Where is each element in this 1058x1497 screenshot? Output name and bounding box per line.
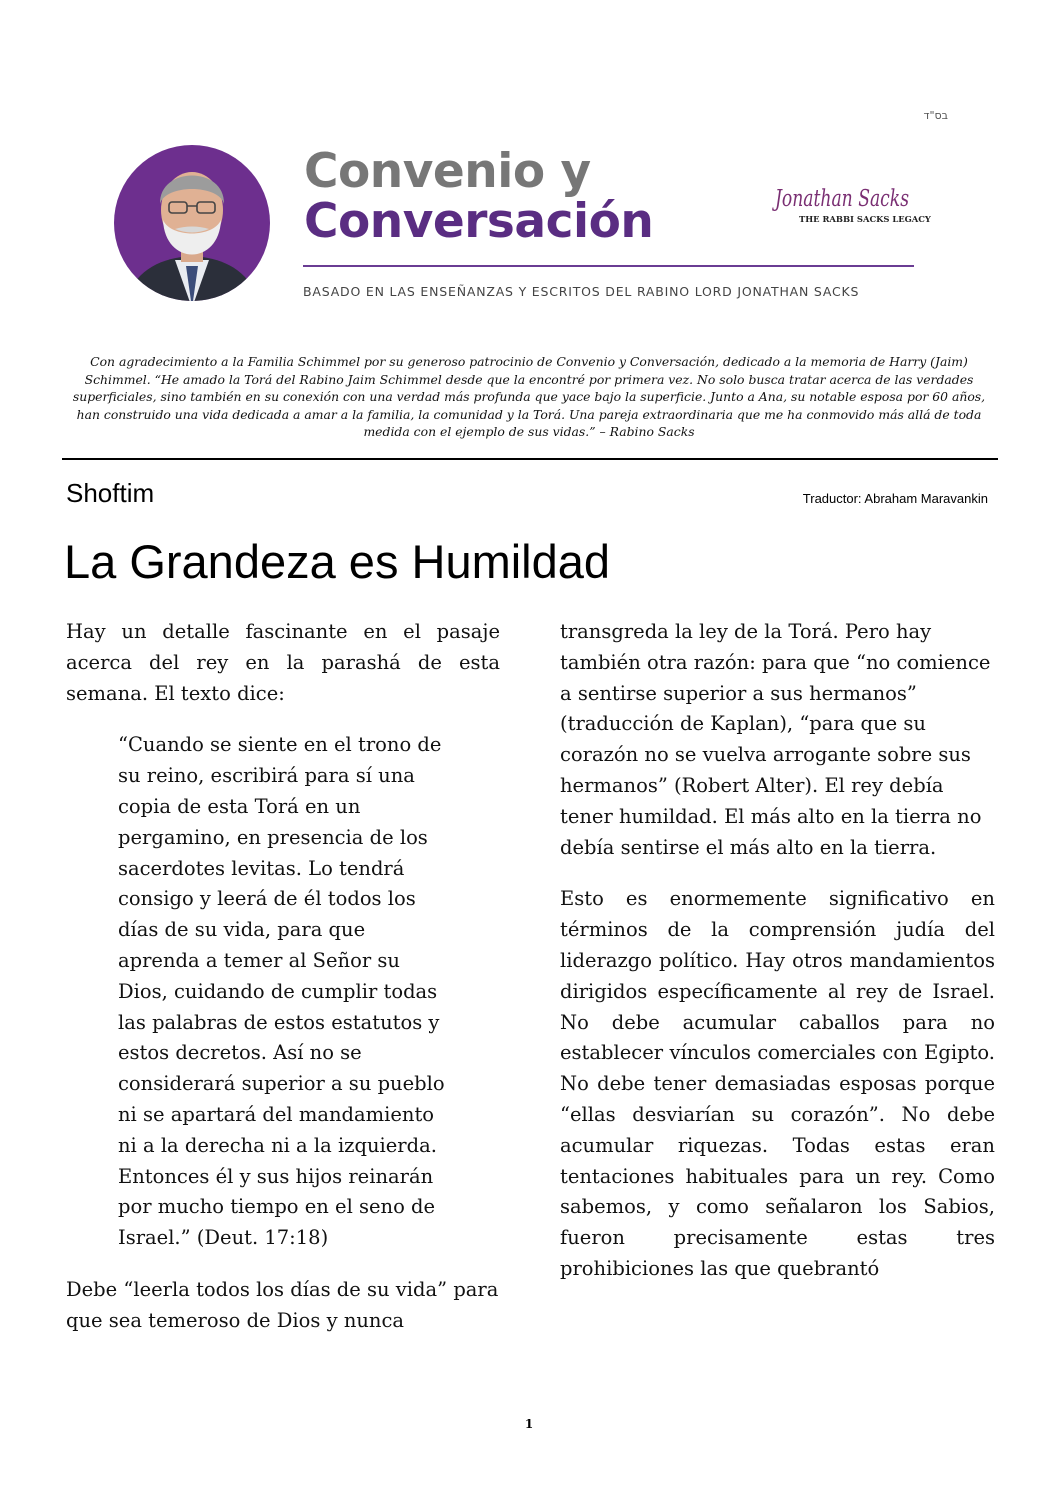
right-column [560, 617, 995, 1285]
header-divider [303, 265, 914, 267]
title-line-1: Convenio y [304, 144, 591, 199]
paragraph: Hay un detalle fascinante en el pasaje acerca del rey en la parashá de esta semana. El texto dice: [66, 620, 500, 705]
logo-caption: THE RABBI SACKS LEGACY [799, 214, 931, 224]
parasha-name: Shoftim [66, 478, 155, 508]
dedication-text: Con agradecimiento a la Familia Schimmel por su generoso patrocinio de Convenio y Conversación, dedicado a la memoria de Harry (Jaim) Schimmel. “He amado la Torá del Rabino Jaim Schimmel desde que la encontré por primera vez. No solo busca tratar acerca de las verdades superficiales, sino también en su conexión con una verdad más profunda que yace bajo la superficie. Junto a Ana, su notable esposa por 60 años, han construido una vida dedicada a amar a la familia, la comunidad y la Torá. Una pareja extraordinaria que me ha conmovido más allá de toda medida con el ejemplo de sus vidas.” – Rabino Sacks [72, 354, 986, 440]
newsletter-title [304, 144, 654, 249]
title-line-2: Conversación [304, 194, 654, 249]
paragraph: transgreda la ley de la Torá. Pero hay también otra razón: para que “no comience a sentirse superior a sus hermanos” (traducción de Kaplan), “para que su corazón no se vuelva arrogante sobre sus hermanos” (Robert Alter). El rey debía tener humildad. El más alto en la tierra no debía sentirse el más alto en la tierra. [560, 620, 991, 859]
section-divider [62, 458, 998, 460]
translator-credit: Traductor: Abraham Maravankin [802, 491, 988, 506]
article-title: La Grandeza es Humildad [64, 535, 611, 588]
paragraph: Debe “leerla todos los días de su vida” para que sea temeroso de Dios y nunca [66, 1277, 499, 1332]
subtitle: BASADO EN LAS ENSEÑANZAS Y ESCRITOS DEL RABINO LORD JONATHAN SACKS [303, 284, 860, 299]
jonathan-sacks-logo [772, 176, 931, 228]
page-number: 1 [524, 1417, 534, 1431]
paragraph: Esto es enormemente significativo en términos de la comprensión judía del liderazgo político. Hay otros mandamientos dirigidos específicamente al rey de Israel. No debe acumular caballos para no establecer vínculos comerciales con Egipto. No debe tener demasiadas esposas porque “ellas desviarían su corazón”. No debe acumular riquezas. Todas estas eran tentaciones habituales para un rey. Como sabemos, y como señalaron los Sabios, fueron precisamente estas tres prohibiciones las que quebrantó [560, 887, 995, 1280]
rabbi-portrait [113, 138, 271, 308]
hebrew-mark: בס"ד [923, 109, 948, 122]
logo-signature: Jonathan Sacks [772, 186, 910, 212]
block-quote: “Cuando se siente en el trono de su reino, escribirá para sí una copia de esta Torá en un pergamino, en presencia de los sacerdotes levitas. Lo tendrá consigo y leerá de él todos los días de su vida, para que aprenda a temer al Señor su Dios, cuidando de cumplir todas las palabras de estos estatutos y estos decretos. Así no se considerará superior a su pueblo ni se apartará del mandamiento ni a la derecha ni a la izquierda. Entonces él y sus hijos reinarán por mucho tiempo en el seno de Israel.” (Deut. 17:18) [118, 733, 445, 1250]
left-column [66, 617, 500, 1337]
